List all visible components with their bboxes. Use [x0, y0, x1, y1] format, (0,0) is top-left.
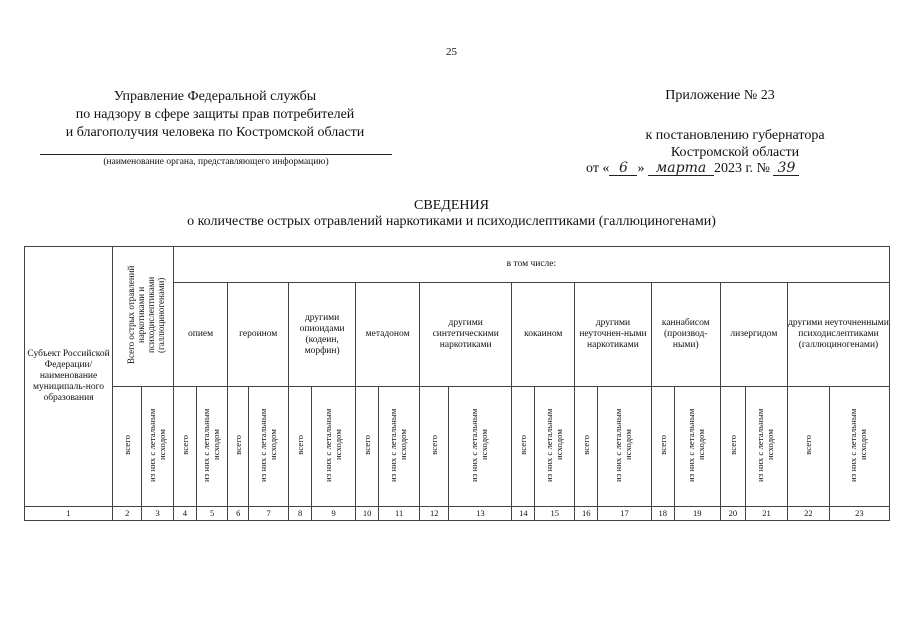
subject-header: Субъект Российской Федерации/ наименование муниципаль-ного образования: [25, 247, 113, 507]
sub-total-label: всего: [233, 434, 244, 455]
date-prefix: от «: [586, 161, 610, 176]
column-number: 14: [512, 507, 535, 521]
sub-fatal-label: из них с летальным исходом: [146, 407, 167, 482]
organization-line-1: Управление Федеральной службы: [113, 89, 317, 104]
sub-total-cell: [720, 387, 745, 507]
sub-fatal-cell: [674, 387, 720, 507]
handwritten-day: 6: [609, 161, 637, 176]
sub-fatal-cell: [535, 387, 575, 507]
sub-header-row: [25, 387, 890, 507]
sub-fatal-label: из них с летальным исходом: [543, 407, 564, 482]
sub-fatal-cell: [746, 387, 788, 507]
sub-total-cell: [113, 387, 142, 507]
sub-fatal-label: из них с летальным исходом: [469, 407, 490, 482]
sub-fatal-cell: [379, 387, 420, 507]
sub-fatal-cell: [598, 387, 651, 507]
sub-fatal-cell: [829, 387, 889, 507]
column-number: 17: [598, 507, 651, 521]
appendix-body: [580, 127, 890, 161]
sub-total-cell: [787, 387, 829, 507]
substance-unspecified-psychodysleptics: другими неуточненными психодислептиками (галлюциногенами): [787, 283, 889, 387]
sub-fatal-label: из них с летальным исходом: [848, 407, 869, 482]
sub-fatal-cell: [312, 387, 356, 507]
column-number: 23: [829, 507, 889, 521]
sub-fatal-cell: [196, 387, 227, 507]
substance-synthetic: другими синтетическими наркотиками: [420, 283, 512, 387]
sub-fatal-cell: [142, 387, 173, 507]
date-mid: »: [637, 161, 648, 176]
organization-signature-line: [40, 154, 392, 155]
sub-total-label: всего: [518, 434, 529, 455]
sub-total-label: всего: [657, 434, 668, 455]
appendix-line-2: Костромской области: [670, 145, 800, 160]
sub-fatal-label: из них с летальным исходом: [388, 407, 409, 482]
substance-unspecified-narcotics: другими неуточнен-ными наркотиками: [575, 283, 652, 387]
column-number: 18: [651, 507, 674, 521]
column-number: 1: [25, 507, 113, 521]
sub-total-cell: [512, 387, 535, 507]
organization-line-3: и благополучия человека по Костромской области: [65, 125, 365, 140]
column-number: 12: [420, 507, 449, 521]
sub-total-cell: [651, 387, 674, 507]
organization-caption: (наименование органа, представляющего информацию): [103, 157, 329, 167]
sub-fatal-label: из них с летальным исходом: [613, 407, 634, 482]
document-subtitle: о количестве острых отравлений наркотиками и психодислептиками (галлюциногенами): [187, 214, 716, 229]
column-number: 19: [674, 507, 720, 521]
sub-total-label: всего: [803, 434, 814, 455]
column-number: 11: [379, 507, 420, 521]
substance-heroin: героином: [228, 283, 289, 387]
organization-block: [20, 88, 410, 142]
sub-total-label: всего: [429, 434, 440, 455]
sub-total-cell: [356, 387, 379, 507]
sub-total-label: всего: [581, 434, 592, 455]
sub-total-label: всего: [295, 434, 306, 455]
column-number: 21: [746, 507, 788, 521]
sub-fatal-label: из них с летальным исходом: [201, 407, 222, 482]
column-number: 4: [173, 507, 196, 521]
statistics-table: [24, 246, 890, 521]
including-header: в том числе:: [173, 247, 889, 283]
sub-fatal-cell: [449, 387, 512, 507]
column-number: 15: [535, 507, 575, 521]
column-number: 2: [113, 507, 142, 521]
column-number: 7: [249, 507, 289, 521]
sub-total-cell: [228, 387, 249, 507]
sub-total-cell: [420, 387, 449, 507]
page-number: 25: [446, 46, 457, 58]
column-number: 6: [228, 507, 249, 521]
sub-total-cell: [575, 387, 598, 507]
sub-total-label: всего: [362, 434, 373, 455]
substance-opium: опием: [173, 283, 227, 387]
column-number: 8: [289, 507, 312, 521]
substance-cannabis: каннабисом (производ-ными): [651, 283, 720, 387]
appendix-line-1: к постановлению губернатора: [645, 128, 825, 143]
column-number: 10: [356, 507, 379, 521]
column-number: 13: [449, 507, 512, 521]
organization-line-2: по надзору в сфере защиты прав потребителей: [75, 107, 355, 122]
substance-cocaine: кокаином: [512, 283, 575, 387]
appendix-title: Приложение № 23: [665, 88, 775, 103]
sub-total-cell: [289, 387, 312, 507]
substance-other-opioids: другими опиоидами (кодеин, морфин): [289, 283, 356, 387]
sub-fatal-label: из них с летальным исходом: [257, 407, 278, 482]
column-number: 3: [142, 507, 173, 521]
total-header: [113, 247, 174, 387]
appendix-date: [586, 161, 886, 177]
column-number: 5: [196, 507, 227, 521]
sub-fatal-cell: [249, 387, 289, 507]
column-number: 16: [575, 507, 598, 521]
column-number-row: [25, 507, 890, 521]
sub-fatal-label: из них с летальным исходом: [686, 407, 707, 482]
handwritten-number: 39: [773, 161, 799, 176]
substance-methadone: метадоном: [356, 283, 420, 387]
sub-fatal-label: из них с летальным исходом: [755, 407, 776, 482]
substance-lysergide: лизергидом: [720, 283, 787, 387]
sub-total-label: всего: [727, 434, 738, 455]
sub-total-label: всего: [179, 434, 190, 455]
sub-total-label: всего: [122, 434, 133, 455]
column-number: 9: [312, 507, 356, 521]
sub-total-cell: [173, 387, 196, 507]
total-header-text: Всего острых отравлений наркотиками и психодислептиками (галлюциногенами): [125, 265, 166, 364]
column-number: 20: [720, 507, 745, 521]
year-suffix: 2023 г. №: [713, 161, 770, 176]
sub-fatal-label: из них с летальным исходом: [322, 407, 343, 482]
handwritten-month: марта: [648, 161, 714, 176]
column-number: 22: [787, 507, 829, 521]
document-title: СВЕДЕНИЯ: [414, 198, 489, 213]
